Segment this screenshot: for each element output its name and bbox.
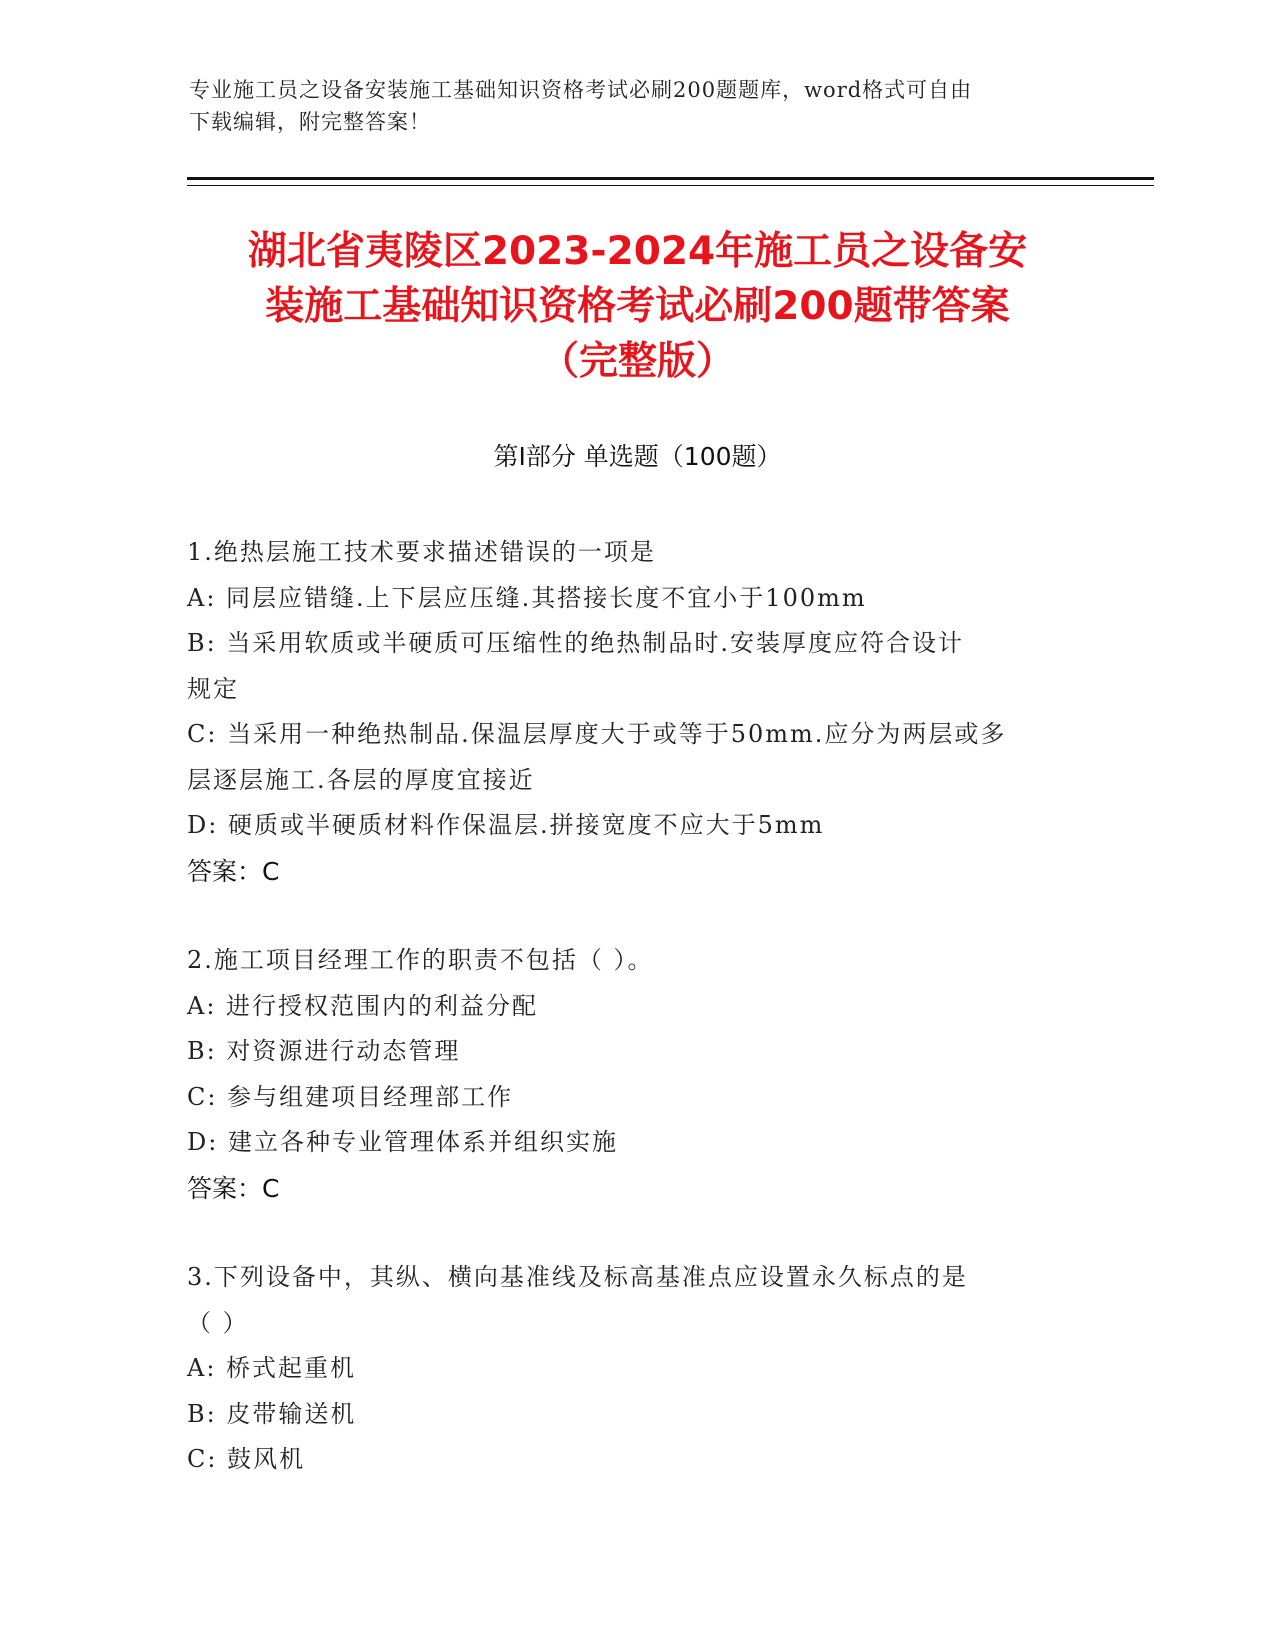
title-line: 湖北省夷陵区2023-2024年施工员之设备安 xyxy=(247,229,1028,274)
answer-option: B: 对资源进行动态管理 xyxy=(187,1037,461,1065)
question-list xyxy=(187,530,1087,1527)
answer-option: B: 皮带输送机 xyxy=(187,1399,357,1428)
answer-option: B: 当采用软质或半硬质可压缩性的绝热制品时.安装厚度应符合设计 xyxy=(187,629,964,657)
answer-option: D: 硬质或半硬质材料作保温层.拼接宽度不应大于5mm xyxy=(187,811,825,839)
header-note-line: 下载编辑，附完整答案！ xyxy=(189,110,431,134)
answer-option: C: 当采用一种绝热制品.保温层厚度大于或等于50mm.应分为两层或多 xyxy=(187,720,1007,748)
question-item xyxy=(187,530,1087,894)
header-divider-thin xyxy=(187,185,1154,186)
header-note-line: 专业施工员之设备安装施工基础知识资格考试必刷200题题库，word格式可自由 xyxy=(189,78,973,102)
title-line: （完整版） xyxy=(539,339,735,384)
section-heading: 第Ⅰ部分 单选题（100题） xyxy=(493,442,782,471)
header-note xyxy=(189,74,1089,138)
document-title xyxy=(160,224,1115,389)
answer-option: 规定 xyxy=(187,674,239,703)
question-stem: （ ） xyxy=(187,1308,249,1337)
answer-option: C: 参与组建项目经理部工作 xyxy=(187,1082,514,1111)
answer-option: D: 建立各种专业管理体系并组织实施 xyxy=(187,1128,618,1156)
answer-option: 层逐层施工.各层的厚度宜接近 xyxy=(187,765,535,794)
header-divider-thick xyxy=(187,177,1154,180)
title-line: 装施工基础知识资格考试必刷200题带答案 xyxy=(265,284,1010,329)
question-stem: 2.施工项目经理工作的职责不包括（ ）。 xyxy=(187,946,654,974)
answer-option: A: 同层应错缝.上下层应压缝.其搭接长度不宜小于100mm xyxy=(187,583,867,612)
question-stem: 1.绝热层施工技术要求描述错误的一项是 xyxy=(187,538,656,566)
question-item xyxy=(187,1255,1087,1483)
answer-option: A: 进行授权范围内的利益分配 xyxy=(187,991,539,1020)
question-stem: 3.下列设备中，其纵、横向基准线及标高基准点应设置永久标点的是 xyxy=(187,1263,968,1291)
answer-key: 答案：C xyxy=(187,1173,280,1203)
answer-option: C: 鼓风机 xyxy=(187,1445,306,1473)
answer-key: 答案：C xyxy=(187,856,280,886)
question-item xyxy=(187,938,1087,1211)
answer-option: A: 桥式起重机 xyxy=(187,1354,357,1382)
